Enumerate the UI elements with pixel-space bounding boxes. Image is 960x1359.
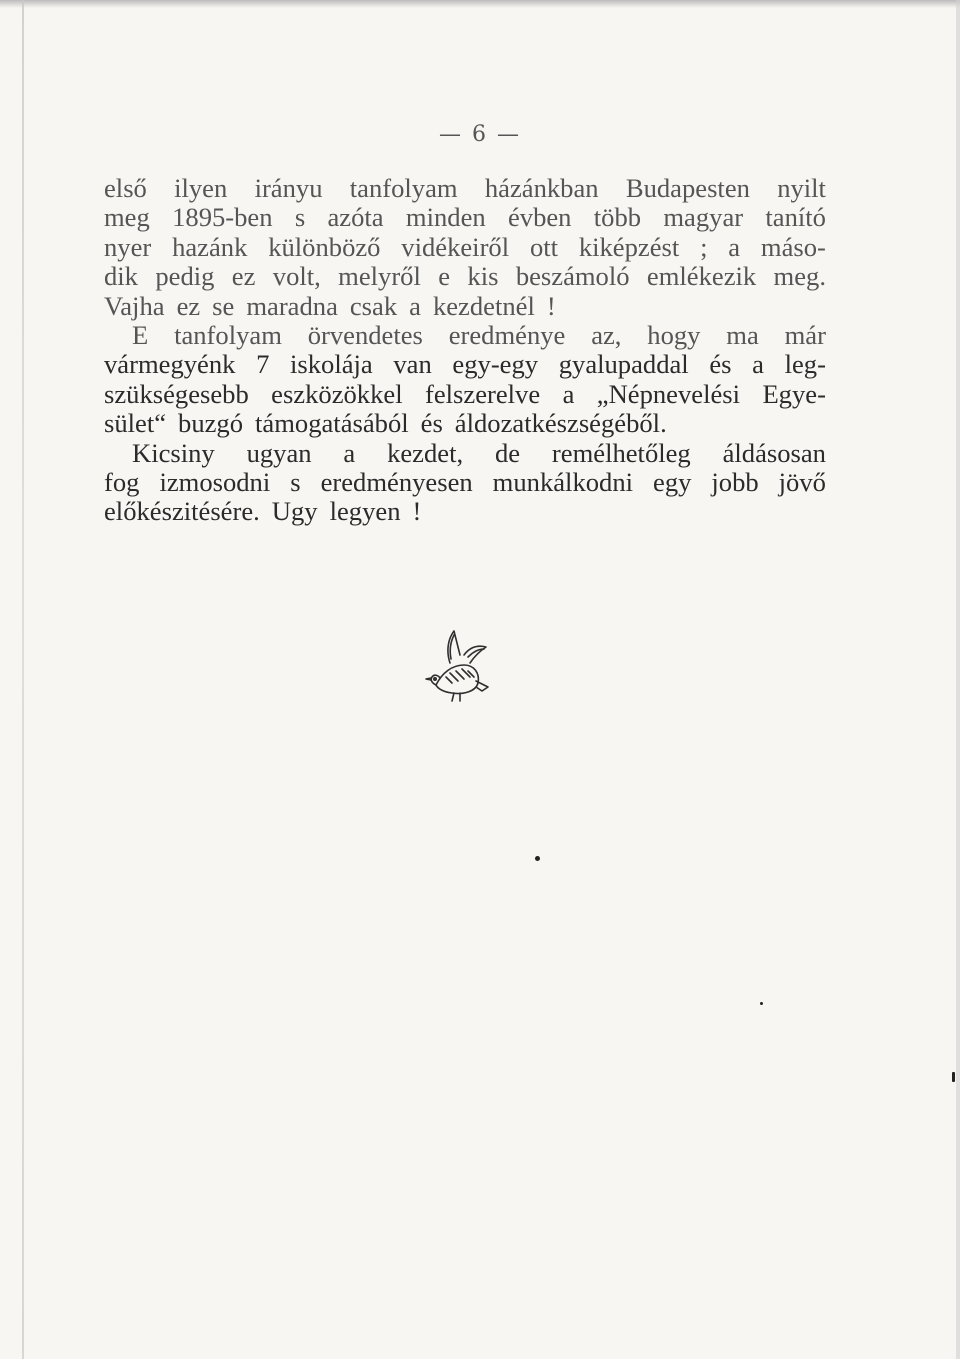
text-line: első ilyen irányu tanfolyam házánkban Budapesten nyilt [104,173,826,203]
text-line: dik pedig ez volt, melyről e kis beszámoló emlékezik meg. [104,261,826,292]
text-line: Vajha ez se maradna csak a kezdetnél ! [104,290,556,321]
scan-right-edge [956,0,960,1359]
ink-speck [535,856,540,861]
ink-speck [760,1002,763,1005]
text-line: szükségesebb eszközökkel felszerelve a „Népnevelési Egye- [104,378,826,409]
scan-top-shadow [0,0,960,8]
text-line: sület“ buzgó támogatásából és áldozatkészségéből. [104,408,667,439]
text-line: nyer hazánk különböző vidékeiről ott kiképzést ; a máso- [104,231,826,262]
text-line: előkészitésére. Ugy legyen ! [104,496,422,527]
bird-vignette-icon [418,625,498,705]
body-paragraph [104,174,826,527]
text-line: vármegyénk 7 iskolája van egy-egy gyalupaddal és a leg- [104,349,826,380]
text-line: Kicsiny ugyan a kezdet, de remélhetőleg áldásosan [132,437,826,468]
scan-left-edge-line [22,0,24,1359]
text-line: meg 1895-ben s azóta minden évben több magyar tanító [104,202,826,233]
page-number: — 6 — [439,122,521,147]
text-line: E tanfolyam örvendetes eredménye az, hogy ma már [132,319,826,350]
text-line: fog izmosodni s eredményesen munkálkodni egy jobb jövő [104,466,826,497]
ink-speck [952,1072,955,1082]
